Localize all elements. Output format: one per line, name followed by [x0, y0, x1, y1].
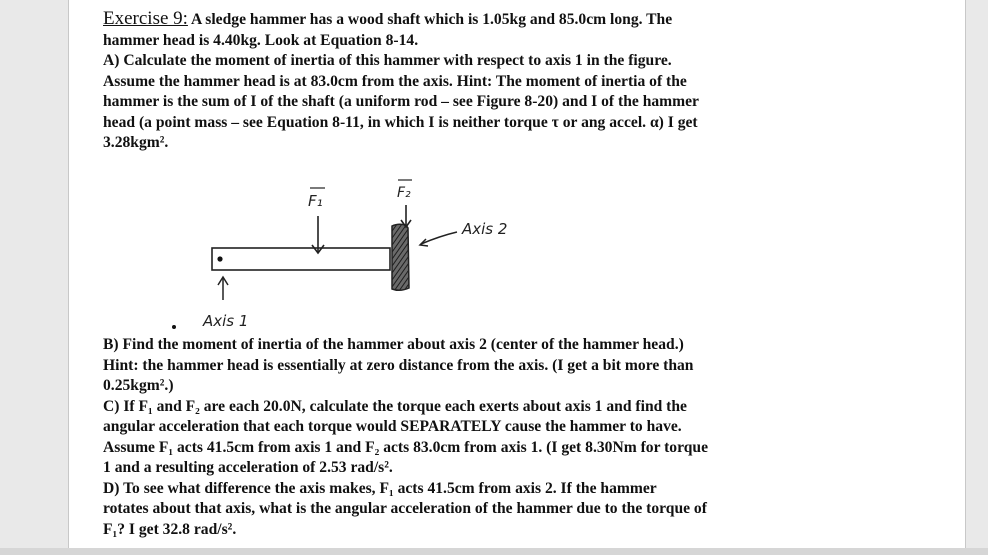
axis2-label: Axis 2	[462, 220, 508, 238]
exercise-top-text	[103, 9, 793, 154]
hammer-shaft	[212, 248, 390, 270]
exercise-title: Exercise 9:	[103, 8, 188, 29]
part-d-line-2: rotates about that axis, what is the angular acceleration of the hammer due to the torque of	[103, 500, 707, 517]
part-d-line-1: D) To see what difference the axis makes, F₁ acts 41.5cm from axis 2. If the hammer	[103, 479, 657, 497]
bullet-marker	[172, 325, 176, 329]
part-c-line-2: angular acceleration that each torque would SEPARATELY cause the hammer to have.	[103, 418, 682, 435]
part-c-line-3: Assume F₁ acts 41.5cm from axis 1 and F₂ acts 83.0cm from axis 1. (I get 8.30Nm for torque	[103, 438, 709, 456]
part-a-line-1: A) Calculate the moment of inertia of this hammer with respect to axis 1 in the figure.	[103, 52, 672, 69]
force2-label: F₂	[397, 185, 411, 201]
part-b-line-2: Hint: the hammer head is essentially at zero distance from the axis. (I get a bit more than	[103, 356, 694, 374]
bottom-bar	[0, 548, 988, 555]
part-b-line-3: 0.25kgm².)	[103, 377, 174, 394]
part-b-line-1: B) Find the moment of inertia of the hammer about axis 2 (center of the hammer head.)	[103, 336, 684, 353]
part-a-line-4: head (a point mass – see Equation 8-11, in which I is neither torque τ or ang accel. α) I get	[103, 113, 698, 131]
hammer-head	[392, 224, 409, 290]
part-a-line-3: hammer is the sum of I of the shaft (a uniform rod – see Figure 8-20) and I of the hammer	[103, 93, 699, 110]
intro-line-2: hammer head is 4.40kg. Look at Equation 8-14.	[103, 31, 419, 49]
part-a-line-5: 3.28kgm².	[103, 134, 169, 151]
exercise-bottom-text	[103, 335, 793, 540]
part-a-line-2: Assume the hammer head is at 83.0cm from the axis. Hint: The moment of inertia of the	[103, 72, 687, 90]
axis2-pointer	[421, 232, 457, 244]
force1-label: F₁	[308, 192, 323, 210]
part-c-line-1: C) If F₁ and F₂ are each 20.0N, calculate the torque each exerts about axis 1 and find the	[103, 397, 687, 415]
axis1-label: Axis 1	[203, 312, 249, 330]
part-d-line-3: F₁? I get 32.8 rad/s².	[103, 520, 237, 538]
part-c-line-4: 1 and a resulting acceleration of 2.53 rad/s².	[103, 459, 393, 476]
intro-line-1: A sledge hammer has a wood shaft which is 1.05kg and 85.0cm long. The	[190, 11, 673, 28]
axis1-pivot-dot	[217, 256, 222, 261]
hammer-figure	[195, 170, 595, 335]
exercise-heading-line	[103, 9, 793, 31]
